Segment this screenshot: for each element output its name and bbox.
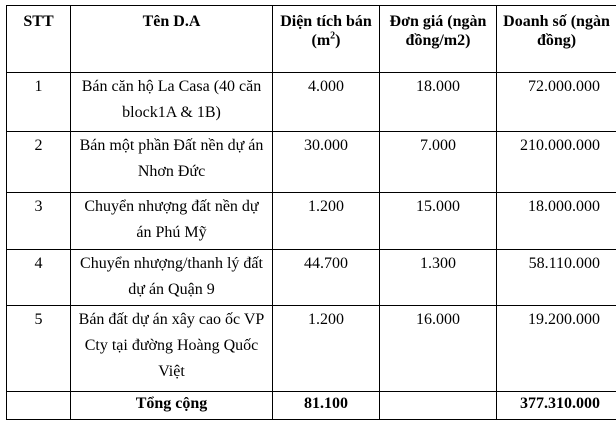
total-revenue: 377.310.000 <box>497 392 616 420</box>
total-label: Tổng cộng <box>71 392 273 420</box>
total-row <box>7 392 616 420</box>
project-revenue-table <box>6 5 616 420</box>
cell-stt: 5 <box>7 306 71 392</box>
total-stt-empty <box>7 392 71 420</box>
cell-project-name: Bán đất dự án xây cao ốc VP Cty tại đường Hoàng Quốc Việt <box>71 306 273 392</box>
header-area-text: Diện tích bán (m <box>280 13 372 49</box>
header-area-close: ) <box>335 32 341 49</box>
total-area: 81.100 <box>273 392 380 420</box>
cell-revenue: 210.000.000 <box>497 132 616 193</box>
cell-unit-price: 16.000 <box>380 306 497 392</box>
header-stt: STT <box>7 6 71 73</box>
cell-project-name: Bán một phần Đất nền dự án Nhơn Đức <box>71 132 273 193</box>
cell-revenue: 19.200.000 <box>497 306 616 392</box>
cell-area: 30.000 <box>273 132 380 193</box>
cell-stt: 2 <box>7 132 71 193</box>
cell-unit-price: 15.000 <box>380 193 497 250</box>
cell-unit-price: 1.300 <box>380 250 497 306</box>
cell-revenue: 72.000.000 <box>497 73 616 132</box>
header-revenue: Doanh số (ngàn đồng) <box>497 6 616 73</box>
cell-area: 1.200 <box>273 193 380 250</box>
cell-stt: 3 <box>7 193 71 250</box>
cell-unit-price: 7.000 <box>380 132 497 193</box>
header-unit-price: Đơn giá (ngàn đồng/m2) <box>380 6 497 73</box>
header-project-name: Tên D.A <box>71 6 273 73</box>
project-revenue-sheet <box>6 5 616 420</box>
cell-area: 1.200 <box>273 306 380 392</box>
header-row <box>7 6 616 73</box>
cell-project-name: Bán căn hộ La Casa (40 căn block1A & 1B) <box>71 73 273 132</box>
cell-project-name: Chuyển nhượng đất nền dự án Phú Mỹ <box>71 193 273 250</box>
table-row <box>7 306 616 392</box>
total-price-empty <box>380 392 497 420</box>
table-row <box>7 73 616 132</box>
header-area <box>273 6 380 73</box>
table-row <box>7 132 616 193</box>
cell-stt: 4 <box>7 250 71 306</box>
cell-revenue: 18.000.000 <box>497 193 616 250</box>
cell-stt: 1 <box>7 73 71 132</box>
cell-unit-price: 18.000 <box>380 73 497 132</box>
table-row <box>7 250 616 306</box>
cell-revenue: 58.110.000 <box>497 250 616 306</box>
cell-area: 4.000 <box>273 73 380 132</box>
table-row <box>7 193 616 250</box>
header-area-superscript: 2 <box>330 30 336 42</box>
cell-project-name: Chuyển nhượng/thanh lý đất dự án Quận 9 <box>71 250 273 306</box>
cell-area: 44.700 <box>273 250 380 306</box>
